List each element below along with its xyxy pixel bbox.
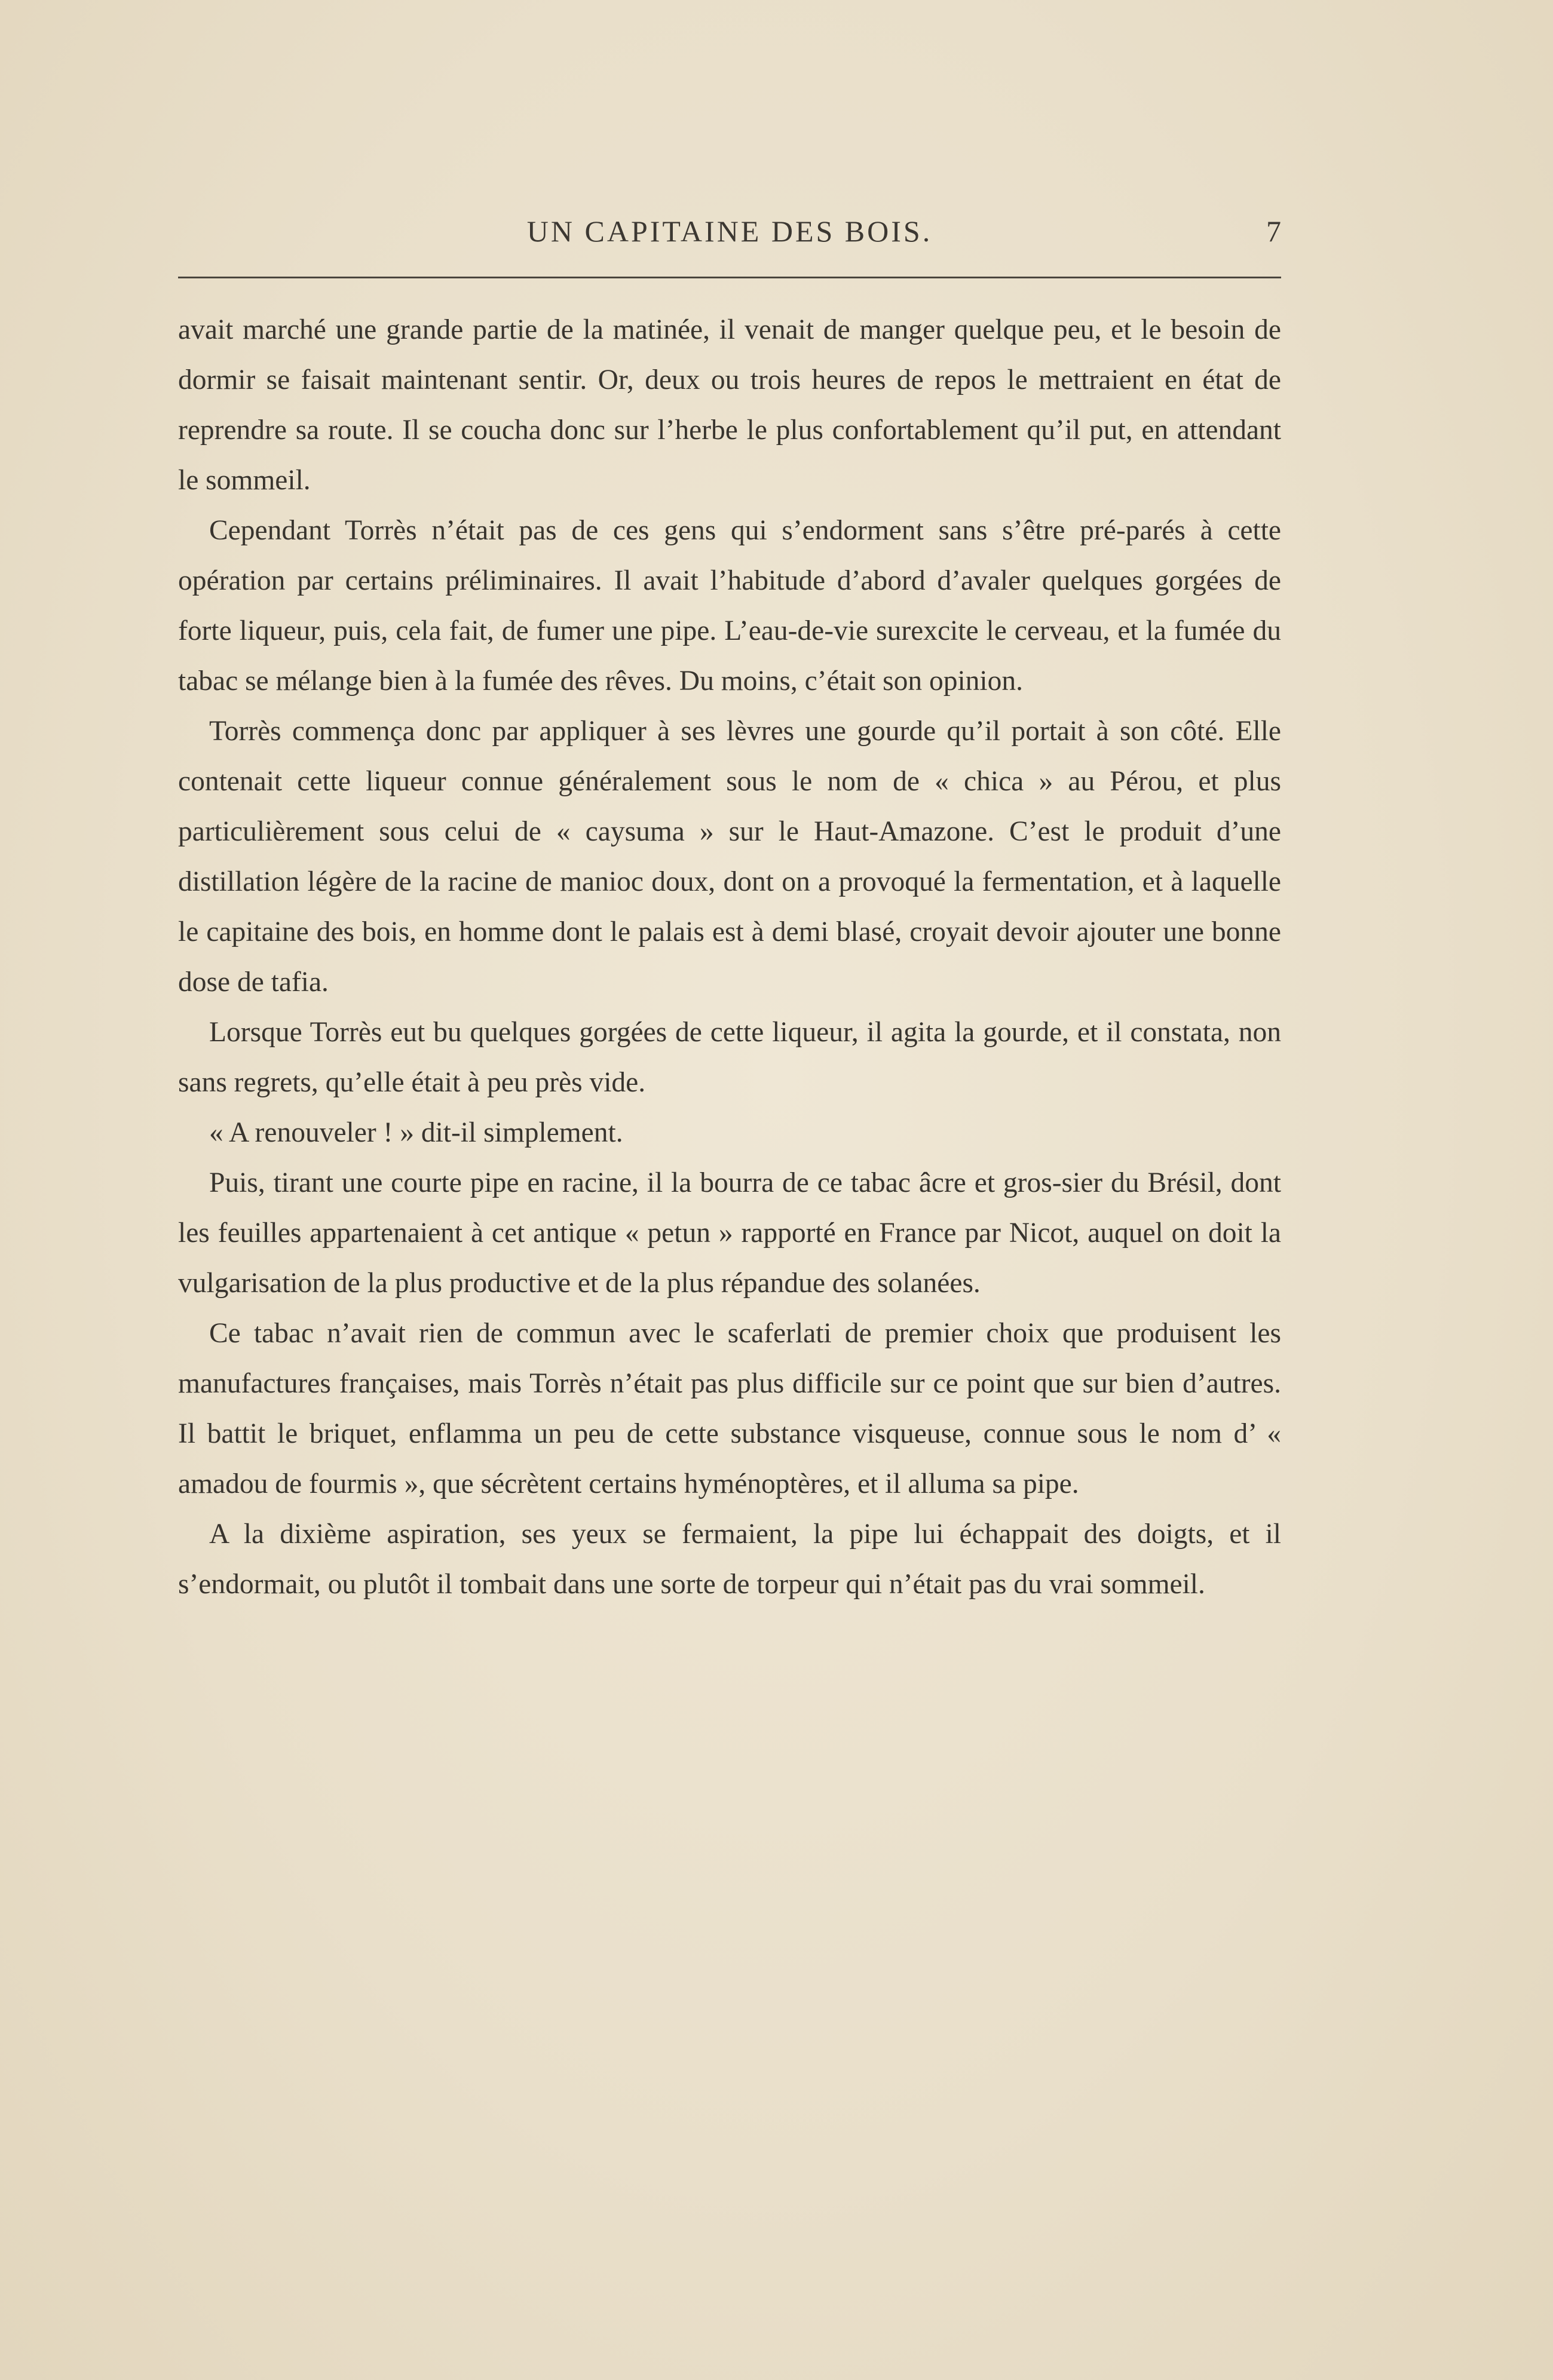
- paragraph: Lorsque Torrès eut bu quelques gorgées de cette liqueur, il agita la gourde, et il constata, non sans regrets, qu’elle était à peu près vide.: [178, 1017, 1281, 1098]
- page-number: 7: [1266, 214, 1281, 248]
- paragraph: avait marché une grande partie de la matinée, il venait de manger quelque peu, et le besoin de dormir se faisait maintenant sentir. Or, deux ou trois heures de repos le mettraient en état de reprendre sa route. Il se coucha donc sur l’herbe le plus confortablement qu’il put, en attendant le sommeil.: [178, 314, 1281, 496]
- body-text: [178, 305, 1281, 1609]
- paragraph: Cependant Torrès n’était pas de ces gens qui s’endorment sans s’être pré-parés à cette opération par certains préliminaires. Il avait l’habitude d’abord d’avaler quelques gorgées de forte liqueur, puis, cela fait, de fumer une pipe. L’eau-de-vie surexcite le cerveau, et la fumée du tabac se mélange bien à la fumée des rêves. Du moins, c’était son opinion.: [178, 515, 1281, 697]
- paragraph: Torrès commença donc par appliquer à ses lèvres une gourde qu’il portait à son côté. Elle contenait cette liqueur connue généralement sous le nom de « chica » au Pérou, et plus particulièrement sous celui de « caysuma » sur le Haut-Amazone. C’est le produit d’une distillation légère de la racine de manioc doux, dont on a provoqué la fermentation, et à laquelle le capitaine des bois, en homme dont le palais est à demi blasé, croyait devoir ajouter une bonne dose de tafia.: [178, 716, 1281, 998]
- paragraph: Ce tabac n’avait rien de commun avec le scaferlati de premier choix que produisent les manufactures françaises, mais Torrès n’était pas plus difficile sur ce point que sur bien d’autres. Il battit le briquet, enflamma un peu de cette substance visqueuse, connue sous le nom d’ « amadou de fourmis », que sécrètent certains hyménoptères, et il alluma sa pipe.: [178, 1318, 1281, 1499]
- paragraph: Puis, tirant une courte pipe en racine, il la bourra de ce tabac âcre et gros-sier du Brésil, dont les feuilles appartenaient à cet antique « petun » rapporté en France par Nicot, auquel on doit la vulgarisation de la plus productive et de la plus répandue des solanées.: [178, 1167, 1281, 1299]
- page-header: [178, 210, 1281, 252]
- running-title: UN CAPITAINE DES BOIS.: [526, 214, 933, 248]
- header-rule: [178, 277, 1281, 278]
- paragraph: A la dixième aspiration, ses yeux se fermaient, la pipe lui échappait des doigts, et il s’endormait, ou plutôt il tombait dans une sorte de torpeur qui n’était pas du vrai sommeil.: [178, 1519, 1281, 1600]
- paragraph: « A renouveler ! » dit-il simplement.: [209, 1117, 623, 1148]
